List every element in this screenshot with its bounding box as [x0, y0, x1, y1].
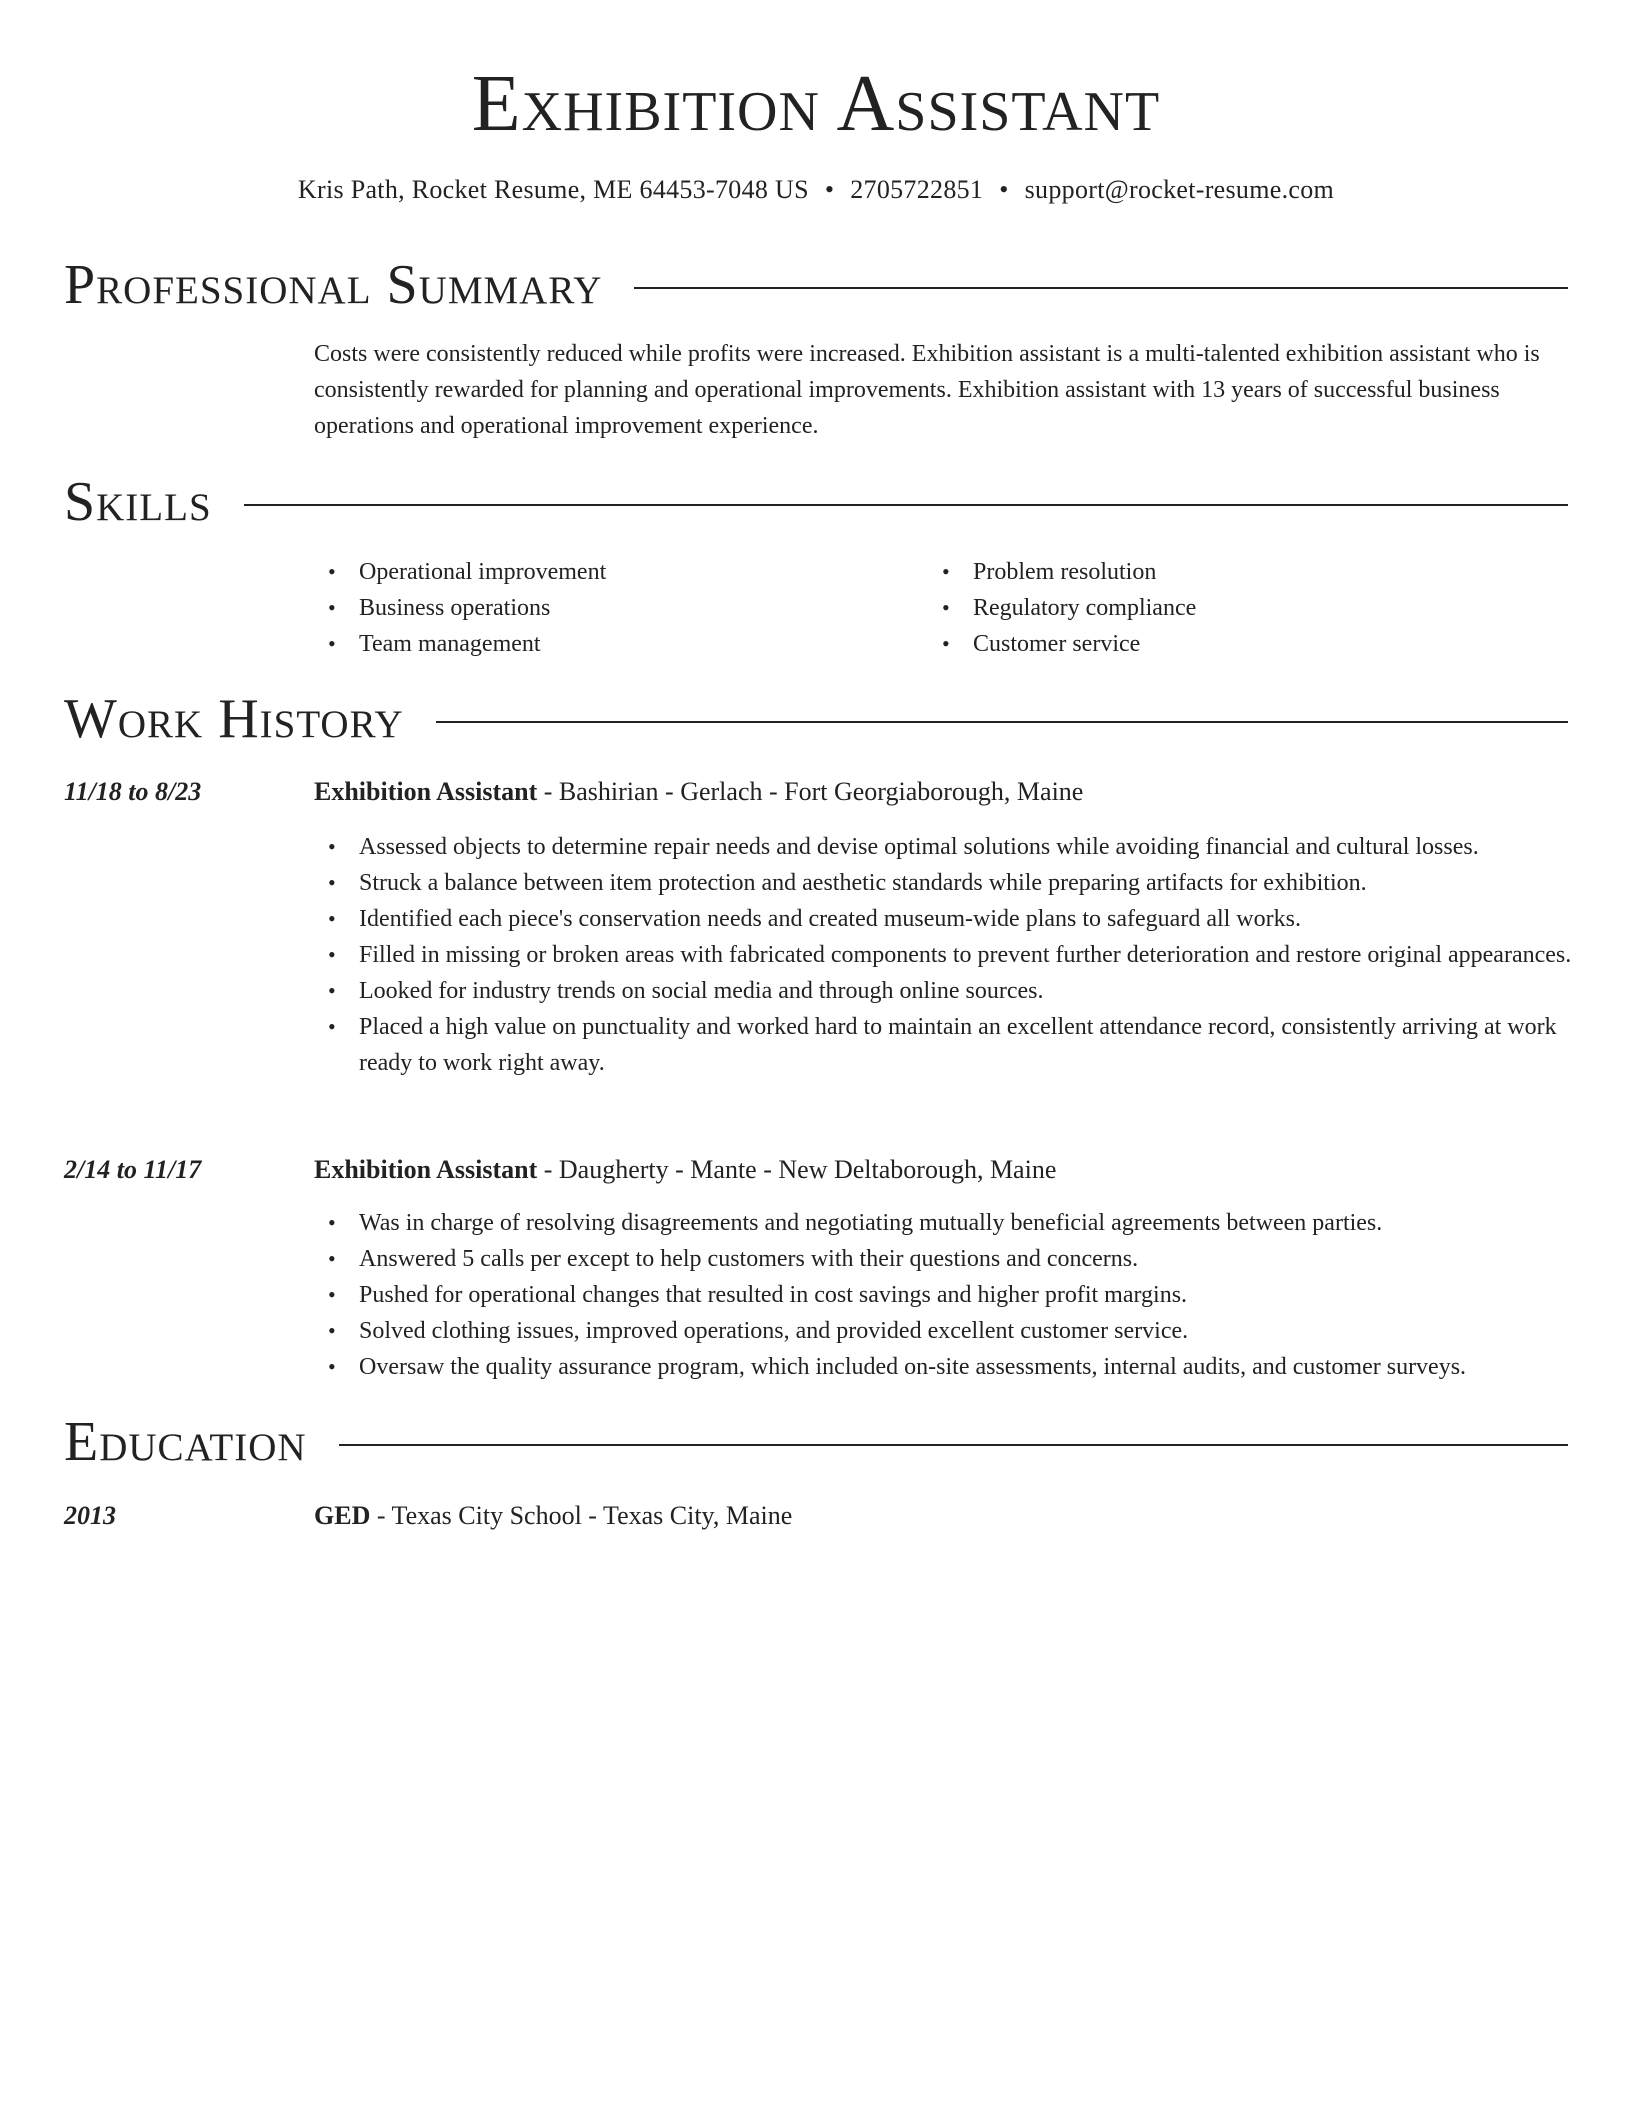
summary-section-title: Professional Summary: [64, 254, 603, 316]
section-divider: [634, 287, 1568, 289]
job-bullets: [314, 1205, 1574, 1385]
work-section-title: Work History: [64, 688, 404, 750]
skill-item: • Business operations: [314, 590, 606, 626]
job-bullet: • Filled in missing or broken areas with fabricated components to prevent further deterioration and restore original appearances.: [314, 937, 1574, 973]
section-divider: [339, 1444, 1568, 1446]
skills-list-right: [928, 554, 1196, 662]
job-bullet: • Placed a high value on punctuality and worked hard to maintain an excellent attendance record, consistently arriving at work ready to work right away.: [314, 1009, 1574, 1081]
skill-item: • Problem resolution: [928, 554, 1196, 590]
summary-section-header: [64, 255, 1568, 315]
resume-name-title: Exhibition Assistant: [471, 60, 1161, 148]
job-bullets: [314, 829, 1574, 1081]
education-section-header: [64, 1412, 1568, 1472]
skill-item: • Team management: [314, 626, 606, 662]
education-heading: [314, 1498, 792, 1534]
job-dates: 11/18 to 8/23: [64, 777, 202, 806]
skills-list-left: [314, 554, 606, 662]
contact-phone: 2705722851: [850, 175, 984, 204]
skill-item: • Customer service: [928, 626, 1196, 662]
work-section-header: [64, 689, 1568, 749]
contact-address: Kris Path, Rocket Resume, ME 64453-7048 US: [297, 175, 809, 204]
contact-email: support@rocket-resume.com: [1024, 175, 1335, 204]
skill-item: • Regulatory compliance: [928, 590, 1196, 626]
job-heading: [314, 774, 1083, 810]
job-dates: 2/14 to 11/17: [64, 1155, 202, 1184]
skill-item: • Operational improvement: [314, 554, 606, 590]
education-year: 2013: [64, 1501, 116, 1530]
contact-line: [0, 172, 1632, 208]
contact-separator: •: [999, 175, 1009, 204]
section-divider: [436, 721, 1568, 723]
job-bullet: • Identified each piece's conservation needs and created museum-wide plans to safeguard all works.: [314, 901, 1574, 937]
job-bullet: • Looked for industry trends on social media and through online sources.: [314, 973, 1574, 1009]
job-title: Exhibition Assistant: [314, 777, 538, 806]
job-bullet: • Assessed objects to determine repair needs and devise optimal solutions while avoiding financial and cultural losses.: [314, 829, 1574, 865]
job-bullet: • Oversaw the quality assurance program, which included on-site assessments, internal audits, and customer surveys.: [314, 1349, 1574, 1385]
skills-section-header: [64, 472, 1568, 532]
job-employer-location: - Daugherty - Mante - New Deltaborough, Maine: [537, 1155, 1057, 1184]
contact-separator: •: [824, 175, 835, 204]
job-bullet: • Answered 5 calls per except to help customers with their questions and concerns.: [314, 1241, 1574, 1277]
job-bullet: • Struck a balance between item protection and aesthetic standards while preparing artifacts for exhibition.: [314, 865, 1574, 901]
section-divider: [244, 504, 1568, 506]
job-bullet: • Pushed for operational changes that resulted in cost savings and higher profit margins.: [314, 1277, 1574, 1313]
job-bullet: • Solved clothing issues, improved operations, and provided excellent customer service.: [314, 1313, 1574, 1349]
summary-text: Costs were consistently reduced while profits were increased. Exhibition assistant is a multi-talented exhibition assistant who is consistently rewarded for planning and operational improvements. Exhibition assistant with 13 years of successful business operations and operational improvement experience.: [314, 341, 1540, 439]
job-employer-location: - Bashirian - Gerlach - Fort Georgiaborough, Maine: [537, 777, 1084, 806]
job-heading: [314, 1152, 1056, 1188]
job-bullet: • Was in charge of resolving disagreements and negotiating mutually beneficial agreements between parties.: [314, 1205, 1574, 1241]
skills-section-title: Skills: [64, 471, 212, 533]
education-school-location: - Texas City School - Texas City, Maine: [370, 1501, 793, 1530]
job-title: Exhibition Assistant: [314, 1155, 538, 1184]
education-degree: GED: [314, 1501, 371, 1530]
education-section-title: Education: [64, 1411, 307, 1473]
